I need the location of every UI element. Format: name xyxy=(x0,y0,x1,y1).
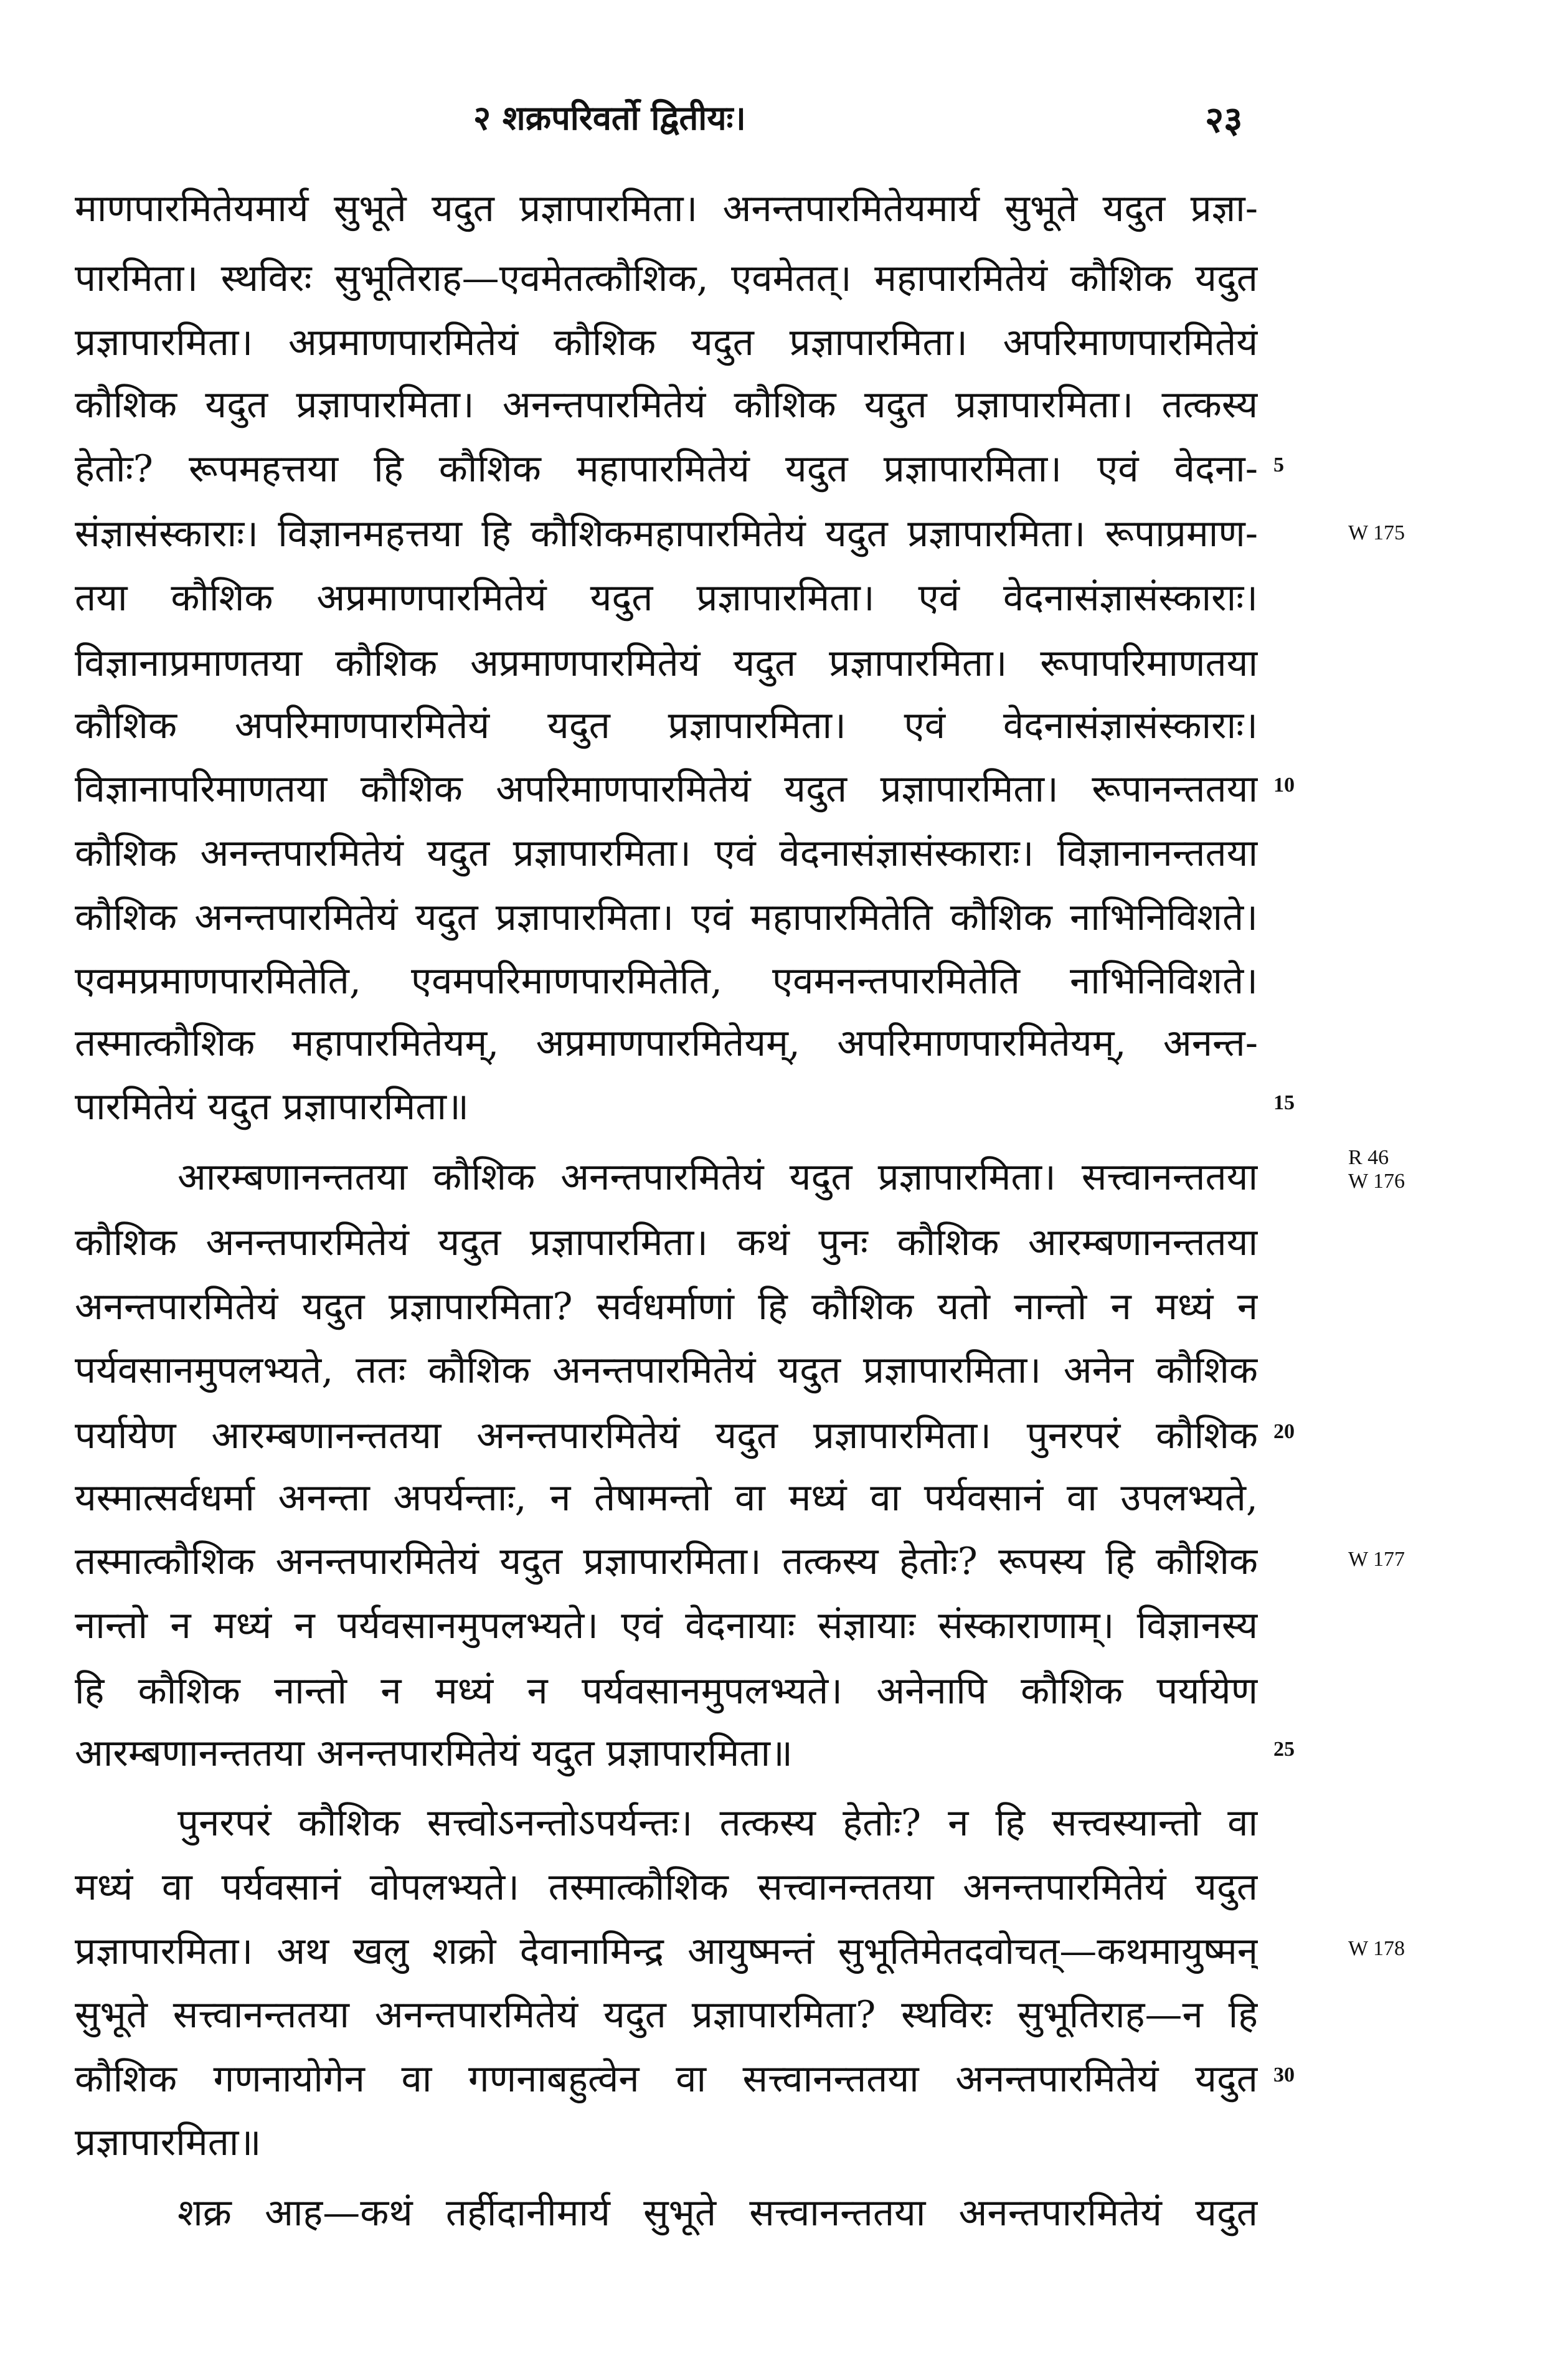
text-line: कौशिक अपरिमाणपारमितेयं यदुत प्रज्ञापारमिता। एवं वेदनासंज्ञासंस्काराः। xyxy=(75,704,1258,747)
text-line: प्रज्ञापारमिता। अथ खलु शक्रो देवानामिन्द्र आयुष्मन्तं सुभूतिमेतदवोचत्—कथमायुष्मन् xyxy=(75,1930,1258,1973)
text-line: नान्तो न मध्यं न पर्यवसानमुपलभ्यते। एवं वेदनायाः संज्ञायाः संस्काराणाम्। विज्ञानस्य xyxy=(75,1604,1258,1647)
running-head xyxy=(0,93,1568,143)
text-line: विज्ञानापरिमाणतया कौशिक अपरिमाणपारमितेयं यदुत प्रज्ञापारमिता। रूपानन्ततया xyxy=(75,767,1258,811)
text-line: पारमितेयं यदुत प्रज्ञापारमिता॥ xyxy=(75,1085,469,1129)
text-line: एवमप्रमाणपारमितेति, एवमपरिमाणपारमितेति, एवमनन्तपारमितेति नाभिनिविशते। xyxy=(75,959,1258,1003)
text-line: पारमिता। स्थविरः सुभूतिराह—एवमेतत्कौशिक, एवमेतत्। महापारमितेयं कौशिक यदुत xyxy=(75,257,1258,300)
margin-reference: R 46 xyxy=(1348,1146,1389,1169)
text-line: आरम्बणानन्ततया अनन्तपारमितेयं यदुत प्रज्ञापारमिता॥ xyxy=(75,1731,793,1775)
line-number: 5 xyxy=(1273,453,1284,476)
text-line: शक्र आह—कथं तर्हीदानीमार्य सुभूते सत्त्वानन्ततया अनन्तपारमितेयं यदुत xyxy=(177,2191,1258,2235)
text-line: प्रज्ञापारमिता। अप्रमाणपारमितेयं कौशिक यदुत प्रज्ञापारमिता। अपरिमाणपारमितेयं xyxy=(75,321,1258,364)
text-line: कौशिक गणनायोगेन वा गणनाबहुत्वेन वा सत्त्वानन्ततया अनन्तपारमितेयं यदुत xyxy=(75,2057,1258,2101)
text-line: कौशिक अनन्तपारमितेयं यदुत प्रज्ञापारमिता। एवं वेदनासंज्ञासंस्काराः। विज्ञानानन्ततया xyxy=(75,831,1258,875)
text-line: आरम्बणानन्ततया कौशिक अनन्तपारमितेयं यदुत प्रज्ञापारमिता। सत्त्वानन्ततया xyxy=(177,1155,1258,1199)
text-line: तया कौशिक अप्रमाणपारमितेयं यदुत प्रज्ञापारमिता। एवं वेदनासंज्ञासंस्काराः। xyxy=(75,576,1258,620)
text-line: तस्मात्कौशिक अनन्तपारमितेयं यदुत प्रज्ञापारमिता। तत्कस्य हेतोः? रूपस्य हि कौशिक xyxy=(75,1540,1258,1583)
text-line: हि कौशिक नान्तो न मध्यं न पर्यवसानमुपलभ्यते। अनेनापि कौशिक पर्यायेण xyxy=(75,1669,1258,1713)
text-line: प्रज्ञापारमिता॥ xyxy=(75,2121,262,2164)
line-number: 25 xyxy=(1273,1738,1295,1761)
text-line: माणपारमितेयमार्य सुभूते यदुत प्रज्ञापारमिता। अनन्तपारमितेयमार्य सुभूते यदुत प्रज्ञा- xyxy=(75,187,1258,230)
running-head-title: २ शक्रपरिवर्तो द्वितीयः। xyxy=(473,98,746,138)
margin-reference: W 178 xyxy=(1348,1937,1405,1960)
line-number: 30 xyxy=(1273,2063,1295,2086)
text-line: विज्ञानाप्रमाणतया कौशिक अप्रमाणपारमितेयं यदुत प्रज्ञापारमिता। रूपापरिमाणतया xyxy=(75,642,1258,685)
line-number: 20 xyxy=(1273,1420,1295,1443)
margin-reference: W 176 xyxy=(1348,1170,1405,1193)
text-line: यस्मात्सर्वधर्मा अनन्ता अपर्यन्ताः, न तेषामन्तो वा मध्यं वा पर्यवसानं वा उपलभ्यते, xyxy=(75,1476,1258,1520)
text-line: हेतोः? रूपमहत्तया हि कौशिक महापारमितेयं यदुत प्रज्ञापारमिता। एवं वेदना- xyxy=(75,447,1258,491)
text-line: अनन्तपारमितेयं यदुत प्रज्ञापारमिता? सर्वधर्माणां हि कौशिक यतो नान्तो न मध्यं न xyxy=(75,1285,1258,1329)
text-line: पर्यवसानमुपलभ्यते, ततः कौशिक अनन्तपारमितेयं यदुत प्रज्ञापारमिता। अनेन कौशिक xyxy=(75,1348,1258,1392)
text-line: कौशिक अनन्तपारमितेयं यदुत प्रज्ञापारमिता। एवं महापारमितेति कौशिक नाभिनिविशते। xyxy=(75,896,1258,939)
margin-reference: W 175 xyxy=(1348,521,1405,544)
text-line: कौशिक अनन्तपारमितेयं यदुत प्रज्ञापारमिता। कथं पुनः कौशिक आरम्बणानन्ततया xyxy=(75,1221,1258,1264)
line-number: 10 xyxy=(1273,774,1295,797)
text-line: संज्ञासंस्काराः। विज्ञानमहत्तया हि कौशिकमहापारमितेयं यदुत प्रज्ञापारमिता। रूपाप्रमाण- xyxy=(75,512,1258,556)
line-number: 15 xyxy=(1273,1091,1295,1114)
text-line: सुभूते सत्त्वानन्ततया अनन्तपारमितेयं यदुत प्रज्ञापारमिता? स्थविरः सुभूतिराह—न हि xyxy=(75,1993,1258,2037)
text-line: तस्मात्कौशिक महापारमितेयम्, अप्रमाणपारमितेयम्, अपरिमाणपारमितेयम्, अनन्त- xyxy=(75,1021,1258,1065)
text-line: पर्यायेण आरम्बणानन्ततया अनन्तपारमितेयं यदुत प्रज्ञापारमिता। पुनरपरं कौशिक xyxy=(75,1414,1258,1457)
page-number: २३ xyxy=(1205,98,1243,141)
text-line: पुनरपरं कौशिक सत्त्वोऽनन्तोऽपर्यन्तः। तत्कस्य हेतोः? न हि सत्त्वस्यान्तो वा xyxy=(177,1801,1258,1845)
margin-reference: W 177 xyxy=(1348,1548,1405,1571)
text-line: कौशिक यदुत प्रज्ञापारमिता। अनन्तपारमितेयं कौशिक यदुत प्रज्ञापारमिता। तत्कस्य xyxy=(75,383,1258,427)
text-line: मध्यं वा पर्यवसानं वोपलभ्यते। तस्मात्कौशिक सत्त्वानन्ततया अनन्तपारमितेयं यदुत xyxy=(75,1865,1258,1909)
